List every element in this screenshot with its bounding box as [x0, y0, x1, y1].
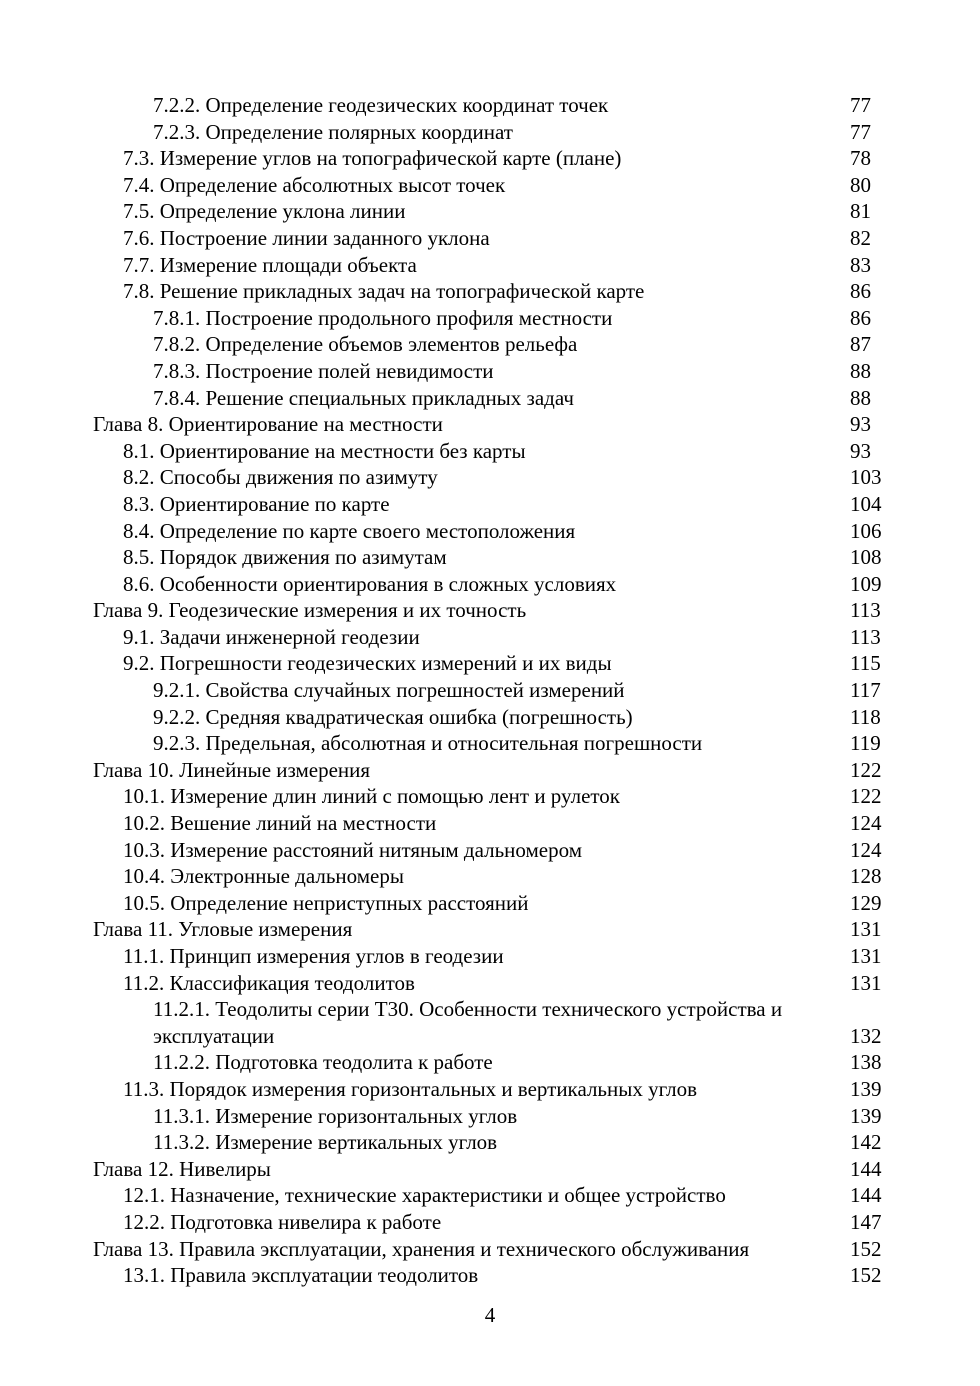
toc-entry: [0, 1209, 980, 1236]
toc-entry: [0, 677, 980, 704]
toc-entry-title: Глава 9. Геодезические измерения и их точность: [93, 598, 527, 623]
toc-entry-page: 104: [850, 491, 882, 516]
toc-entry-title: 9.1. Задачи инженерной геодезии: [123, 624, 420, 649]
toc-entry-page: 88: [850, 385, 871, 410]
toc-entry: [0, 863, 980, 890]
toc-entry-page: 77: [850, 119, 871, 144]
toc-entry-title: 10.3. Измерение расстояний нитяным дальномером: [123, 837, 582, 862]
toc-entry-title: 11.3.1. Измерение горизонтальных углов: [153, 1103, 518, 1128]
toc-entry: [0, 411, 980, 438]
toc-entry-title: Глава 12. Нивелиры: [93, 1156, 271, 1181]
toc-entry-title: 11.2.2. Подготовка теодолита к работе: [153, 1050, 493, 1075]
toc-entry-page: 113: [850, 598, 881, 623]
toc-entry-page: 86: [850, 305, 871, 330]
toc-entry-page: 118: [850, 704, 881, 729]
toc-entry-page: 93: [850, 412, 871, 437]
toc-entry-page: 152: [850, 1263, 882, 1288]
toc-entry-page: 113: [850, 624, 881, 649]
toc-entry-page: 122: [850, 784, 882, 809]
toc-entry-page: 88: [850, 358, 871, 383]
toc-entry-title: 8.3. Ориентирование по карте: [123, 491, 390, 516]
toc-entry-page: 117: [850, 678, 881, 703]
toc-entry: [0, 464, 980, 491]
toc-entry: [0, 597, 980, 624]
toc-entry-title: 7.2.2. Определение геодезических координат точек: [153, 93, 609, 117]
toc-entry: [0, 119, 980, 146]
toc-entry-page: 138: [850, 1050, 882, 1075]
toc-entry-title: 7.8. Решение прикладных задач на топографической карте: [123, 279, 645, 304]
table-of-contents: [0, 92, 980, 1289]
toc-entry: [0, 491, 980, 518]
toc-entry: [0, 571, 980, 598]
toc-entry: [0, 970, 980, 997]
toc-entry: [0, 198, 980, 225]
toc-entry: [0, 385, 980, 412]
toc-entry-title: Глава 11. Угловые измерения: [93, 917, 353, 942]
toc-entry: [0, 1236, 980, 1263]
toc-entry-title: 8.6. Особенности ориентирования в сложных условиях: [123, 571, 617, 596]
toc-entry-title: 11.3. Порядок измерения горизонтальных и вертикальных углов: [123, 1076, 698, 1101]
toc-entry: [0, 1182, 980, 1209]
toc-entry: [0, 757, 980, 784]
toc-entry: [0, 1156, 980, 1183]
toc-entry-page: 147: [850, 1209, 882, 1234]
toc-entry: [0, 1103, 980, 1130]
toc-entry-title: 11.1. Принцип измерения углов в геодезии: [123, 944, 504, 968]
toc-entry-title: 7.8.2. Определение объемов элементов рельефа: [153, 332, 578, 357]
toc-entry-page: 122: [850, 757, 882, 782]
toc-entry: [0, 252, 980, 279]
toc-entry: [0, 704, 980, 731]
toc-entry: [0, 730, 980, 757]
toc-entry-title: 8.1. Ориентирование на местности без карты: [123, 438, 526, 463]
toc-entry-title: 11.2. Классификация теодолитов: [123, 970, 415, 995]
toc-entry-page: 124: [850, 837, 882, 862]
toc-entry: [0, 172, 980, 199]
toc-entry-page: 115: [850, 651, 881, 676]
toc-entry: [0, 145, 980, 172]
toc-entry: [0, 916, 980, 943]
toc-entry: [0, 943, 980, 970]
toc-entry-title: 7.2.3. Определение полярных координат: [153, 119, 513, 144]
toc-entry-page: 106: [850, 518, 882, 543]
toc-entry-title: 9.2.1. Свойства случайных погрешностей измерений: [153, 678, 625, 703]
toc-entry: [0, 1262, 980, 1289]
toc-entry-title: 8.5. Порядок движения по азимутам: [123, 545, 447, 570]
toc-entry-page: 77: [850, 93, 871, 117]
toc-entry: [0, 624, 980, 651]
toc-entry-page: 131: [850, 970, 882, 995]
toc-entry: [0, 305, 980, 332]
toc-entry-page: 87: [850, 332, 871, 357]
toc-entry-title: 7.6. Построение линии заданного уклона: [123, 225, 490, 250]
toc-entry-page: 83: [850, 252, 871, 277]
toc-entry-title: 7.8.4. Решение специальных прикладных задач: [153, 385, 574, 410]
toc-entry: [0, 650, 980, 677]
toc-entry-page: 109: [850, 571, 882, 596]
toc-entry-title: 9.2.3. Предельная, абсолютная и относительная погрешности: [153, 731, 703, 756]
toc-entry-page: 144: [850, 1156, 882, 1181]
toc-entry: [0, 996, 980, 1049]
toc-entry-page: 124: [850, 811, 882, 836]
toc-entry-title: 10.4. Электронные дальномеры: [123, 864, 404, 889]
toc-entry-title: 9.2.2. Средняя квадратическая ошибка (погрешность): [153, 704, 633, 729]
toc-entry-page: 82: [850, 225, 871, 250]
toc-entry-page: 108: [850, 545, 882, 570]
toc-entry-title: 8.2. Способы движения по азимуту: [123, 465, 438, 490]
toc-entry-title: 11.2.1. Теодолиты серии Т30. Особенности технического устройства и эксплуатации: [153, 997, 783, 1048]
toc-entry-page: 129: [850, 890, 882, 915]
toc-entry: [0, 438, 980, 465]
toc-entry-title: 8.4. Определение по карте своего местоположения: [123, 518, 576, 543]
toc-entry-title: 11.3.2. Измерение вертикальных углов: [153, 1130, 498, 1155]
toc-entry-title: 10.2. Вешение линий на местности: [123, 811, 437, 836]
page-number: 4: [484, 1303, 496, 1327]
toc-entry-page: 142: [850, 1130, 882, 1155]
toc-entry: [0, 331, 980, 358]
toc-entry-page: 144: [850, 1183, 882, 1208]
toc-entry-page: 103: [850, 465, 882, 490]
toc-entry: [0, 837, 980, 864]
toc-entry: [0, 1076, 980, 1103]
toc-entry-title: 10.1. Измерение длин линий с помощью лент и рулеток: [123, 784, 621, 809]
toc-entry-page: 139: [850, 1076, 882, 1101]
toc-entry: [0, 278, 980, 305]
toc-entry-title: Глава 13. Правила эксплуатации, хранения и технического обслуживания: [93, 1236, 750, 1261]
toc-entry-page: 128: [850, 864, 882, 889]
toc-entry: [0, 810, 980, 837]
toc-entry-page: 93: [850, 438, 871, 463]
toc-entry-page: 131: [850, 917, 882, 942]
toc-entry: [0, 1129, 980, 1156]
toc-entry-title: 7.4. Определение абсолютных высот точек: [123, 172, 506, 197]
toc-entry-page: 152: [850, 1236, 882, 1261]
toc-entry-title: 7.7. Измерение площади объекта: [123, 252, 417, 277]
toc-entry: [0, 358, 980, 385]
toc-entry-page: 131: [850, 944, 882, 968]
toc-entry-page: 86: [850, 279, 871, 304]
toc-entry-title: Глава 8. Ориентирование на местности: [93, 412, 443, 437]
toc-entry-title: 7.3. Измерение углов на топографической карте (плане): [123, 146, 622, 171]
toc-entry-title: 7.8.3. Построение полей невидимости: [153, 358, 494, 383]
toc-entry-title: 13.1. Правила эксплуатации теодолитов: [123, 1263, 479, 1288]
toc-entry: [0, 518, 980, 545]
toc-entry-page: 80: [850, 172, 871, 197]
toc-entry-page: 132: [850, 1023, 882, 1048]
toc-entry-page: 78: [850, 146, 871, 171]
toc-entry: [0, 1049, 980, 1076]
toc-entry-title: 7.5. Определение уклона линии: [123, 199, 406, 224]
toc-entry-title: 12.2. Подготовка нивелира к работе: [123, 1209, 442, 1234]
toc-entry-title: 12.1. Назначение, технические характеристики и общее устройство: [123, 1183, 726, 1208]
toc-entry-title: 9.2. Погрешности геодезических измерений и их виды: [123, 651, 612, 676]
toc-entry-title: 10.5. Определение неприступных расстояний: [123, 890, 529, 915]
toc-entry: [0, 544, 980, 571]
toc-entry: [0, 225, 980, 252]
toc-entry-page: 81: [850, 199, 871, 224]
toc-entry: [0, 783, 980, 810]
toc-entry-title: Глава 10. Линейные измерения: [93, 757, 371, 782]
toc-entry-page: 139: [850, 1103, 882, 1128]
toc-entry-title: 7.8.1. Построение продольного профиля местности: [153, 305, 613, 330]
toc-entry: [0, 92, 980, 119]
toc-entry: [0, 890, 980, 917]
toc-entry-page: 119: [850, 731, 881, 756]
